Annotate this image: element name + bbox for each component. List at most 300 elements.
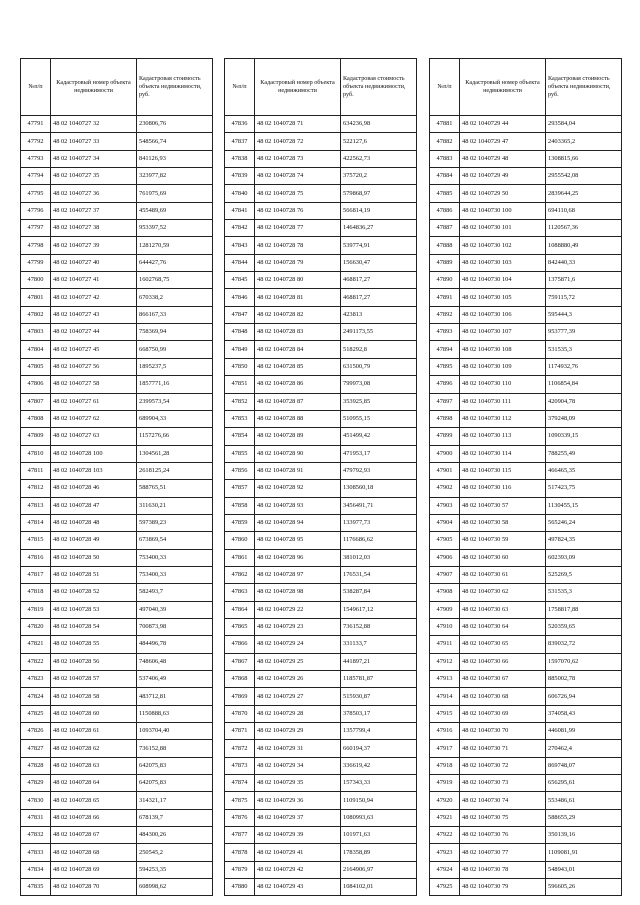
table-row xyxy=(430,462,622,479)
cadastral-number: 48 02 1040730 116 xyxy=(460,480,546,497)
cadastral-value: 446081,99 xyxy=(546,723,622,740)
cadastral-number: 48 02 1040729 49 xyxy=(460,168,546,185)
cadastral-value: 537406,49 xyxy=(137,671,213,688)
row-number: 47898 xyxy=(430,410,460,427)
cadastral-value: 841126,93 xyxy=(137,150,213,167)
cadastral-number: 48 02 1040728 83 xyxy=(255,324,341,341)
cadastral-number: 48 02 1040728 80 xyxy=(255,272,341,289)
table-row xyxy=(430,809,622,826)
cadastral-value: 634236,98 xyxy=(341,116,417,133)
cadastral-value: 484496,78 xyxy=(137,636,213,653)
cadastral-number: 48 02 1040728 72 xyxy=(255,133,341,150)
row-number: 47821 xyxy=(21,636,51,653)
row-number: 47862 xyxy=(225,566,255,583)
cadastral-number: 48 02 1040728 73 xyxy=(255,150,341,167)
cadastral-value: 483712,81 xyxy=(137,688,213,705)
cadastral-value: 596605,26 xyxy=(546,879,622,896)
cadastral-number: 48 02 1040728 49 xyxy=(51,532,137,549)
table-row xyxy=(21,705,213,722)
table-row xyxy=(21,272,213,289)
cadastral-number: 48 02 1040729 28 xyxy=(255,705,341,722)
table-row xyxy=(430,185,622,202)
row-number: 47885 xyxy=(430,185,460,202)
table-row xyxy=(225,653,417,670)
cadastral-value: 642075,83 xyxy=(137,775,213,792)
cadastral-value: 565246,24 xyxy=(546,514,622,531)
cadastral-number: 48 02 1040730 76 xyxy=(460,827,546,844)
row-number: 47913 xyxy=(430,671,460,688)
table-row xyxy=(21,202,213,219)
cadastral-value: 953777,39 xyxy=(546,324,622,341)
table-row xyxy=(21,740,213,757)
cadastral-value: 753400,33 xyxy=(137,549,213,566)
cadastral-value: 353925,85 xyxy=(341,393,417,410)
table-row xyxy=(21,792,213,809)
row-number: 47878 xyxy=(225,844,255,861)
table-row xyxy=(225,705,417,722)
table-row xyxy=(21,133,213,150)
cadastral-number: 48 02 1040727 36 xyxy=(51,185,137,202)
cadastral-value: 270462,4 xyxy=(546,740,622,757)
table-row xyxy=(21,341,213,358)
cadastral-value: 736152,88 xyxy=(137,740,213,757)
header-cadastral: Кадастровый номер объекта недвижимости xyxy=(255,59,341,116)
row-number: 47806 xyxy=(21,376,51,393)
cadastral-value: 311630,21 xyxy=(137,497,213,514)
row-number: 47895 xyxy=(430,358,460,375)
cadastral-value: 479792,93 xyxy=(341,462,417,479)
cadastral-number: 48 02 1040730 60 xyxy=(460,549,546,566)
table-row xyxy=(225,376,417,393)
table-row xyxy=(430,497,622,514)
cadastral-number: 48 02 1040728 52 xyxy=(51,584,137,601)
table-row xyxy=(225,393,417,410)
cadastral-value: 518292,8 xyxy=(341,341,417,358)
header-row xyxy=(21,59,213,116)
table-1 xyxy=(20,58,213,896)
cadastral-number: 48 02 1040728 92 xyxy=(255,480,341,497)
table-row xyxy=(21,237,213,254)
row-number: 47835 xyxy=(21,879,51,896)
row-number: 47845 xyxy=(225,272,255,289)
cadastral-number: 48 02 1040727 56 xyxy=(51,358,137,375)
row-number: 47874 xyxy=(225,775,255,792)
table-row xyxy=(430,272,622,289)
cadastral-value: 466465,35 xyxy=(546,462,622,479)
cadastral-value: 866167,33 xyxy=(137,306,213,323)
row-number: 47925 xyxy=(430,879,460,896)
row-number: 47815 xyxy=(21,532,51,549)
cadastral-value: 1464836,27 xyxy=(341,220,417,237)
table-row xyxy=(21,324,213,341)
cadastral-number: 48 02 1040730 69 xyxy=(460,705,546,722)
cadastral-number: 48 02 1040729 47 xyxy=(460,133,546,150)
cadastral-value: 250545,2 xyxy=(137,844,213,861)
row-number: 47922 xyxy=(430,827,460,844)
row-number: 47876 xyxy=(225,809,255,826)
cadastral-value: 2618125,24 xyxy=(137,462,213,479)
table-row xyxy=(430,879,622,896)
table-row xyxy=(430,289,622,306)
row-number: 47908 xyxy=(430,584,460,601)
cadastral-number: 48 02 1040727 43 xyxy=(51,306,137,323)
table-row xyxy=(21,636,213,653)
cadastral-value: 1080993,63 xyxy=(341,809,417,826)
row-number: 47888 xyxy=(430,237,460,254)
table-row xyxy=(430,324,622,341)
cadastral-number: 48 02 1040728 64 xyxy=(51,775,137,792)
cadastral-number: 48 02 1040727 63 xyxy=(51,428,137,445)
row-number: 47886 xyxy=(430,202,460,219)
table-row xyxy=(225,601,417,618)
table-2 xyxy=(224,58,417,896)
table-row xyxy=(430,133,622,150)
table-row xyxy=(430,566,622,583)
row-number: 47848 xyxy=(225,324,255,341)
cadastral-value: 378503,17 xyxy=(341,705,417,722)
cadastral-number: 48 02 1040729 25 xyxy=(255,653,341,670)
table-row xyxy=(21,393,213,410)
row-number: 47791 xyxy=(21,116,51,133)
cadastral-value: 455489,69 xyxy=(137,202,213,219)
table-row xyxy=(21,809,213,826)
cadastral-number: 48 02 1040729 35 xyxy=(255,775,341,792)
row-number: 47910 xyxy=(430,618,460,635)
cadastral-value: 678139,7 xyxy=(137,809,213,826)
cadastral-value: 2399573,54 xyxy=(137,393,213,410)
row-number: 47842 xyxy=(225,220,255,237)
row-number: 47912 xyxy=(430,653,460,670)
cadastral-number: 48 02 1040727 39 xyxy=(51,237,137,254)
row-number: 47800 xyxy=(21,272,51,289)
row-number: 47844 xyxy=(225,254,255,271)
table-row xyxy=(225,272,417,289)
row-number: 47837 xyxy=(225,133,255,150)
row-number: 47792 xyxy=(21,133,51,150)
cadastral-value: 314321,17 xyxy=(137,792,213,809)
cadastral-value: 595444,3 xyxy=(546,306,622,323)
cadastral-value: 1549617,12 xyxy=(341,601,417,618)
cadastral-value: 694110,68 xyxy=(546,202,622,219)
row-number: 47823 xyxy=(21,671,51,688)
cadastral-value: 484300,26 xyxy=(137,827,213,844)
cadastral-value: 468817,27 xyxy=(341,272,417,289)
cadastral-number: 48 02 1040728 55 xyxy=(51,636,137,653)
table-3 xyxy=(429,58,622,896)
table-row xyxy=(430,358,622,375)
row-number: 47799 xyxy=(21,254,51,271)
row-number: 47863 xyxy=(225,584,255,601)
cadastral-value: 1597070,62 xyxy=(546,653,622,670)
cadastral-number: 48 02 1040729 29 xyxy=(255,723,341,740)
row-number: 47914 xyxy=(430,688,460,705)
row-number: 47892 xyxy=(430,306,460,323)
table-row xyxy=(225,428,417,445)
cadastral-value: 608998,62 xyxy=(137,879,213,896)
table-row xyxy=(225,549,417,566)
row-number: 47846 xyxy=(225,289,255,306)
cadastral-number: 48 02 1040728 46 xyxy=(51,480,137,497)
row-number: 47807 xyxy=(21,393,51,410)
row-number: 47817 xyxy=(21,566,51,583)
cadastral-number: 48 02 1040730 110 xyxy=(460,376,546,393)
cadastral-number: 48 02 1040730 64 xyxy=(460,618,546,635)
table-row xyxy=(21,289,213,306)
row-number: 47802 xyxy=(21,306,51,323)
table-row xyxy=(430,514,622,531)
row-number: 47795 xyxy=(21,185,51,202)
cadastral-number: 48 02 1040729 27 xyxy=(255,688,341,705)
row-number: 47812 xyxy=(21,480,51,497)
cadastral-value: 1758817,88 xyxy=(546,601,622,618)
cadastral-value: 422562,73 xyxy=(341,150,417,167)
cadastral-number: 48 02 1040728 63 xyxy=(51,757,137,774)
table-row xyxy=(21,514,213,531)
cadastral-value: 2491173,55 xyxy=(341,324,417,341)
cadastral-value: 597389,23 xyxy=(137,514,213,531)
cadastral-number: 48 02 1040728 70 xyxy=(51,879,137,896)
row-number: 47920 xyxy=(430,792,460,809)
row-number: 47887 xyxy=(430,220,460,237)
table-row xyxy=(21,879,213,896)
row-number: 47869 xyxy=(225,688,255,705)
cadastral-value: 700873,98 xyxy=(137,618,213,635)
cadastral-value: 525269,5 xyxy=(546,566,622,583)
row-number: 47819 xyxy=(21,601,51,618)
table-row xyxy=(225,844,417,861)
table-row xyxy=(430,393,622,410)
row-number: 47824 xyxy=(21,688,51,705)
row-number: 47865 xyxy=(225,618,255,635)
cadastral-value: 1106854,84 xyxy=(546,376,622,393)
header-value: Кадастровая стоимость объекта недвижимости, руб. xyxy=(341,59,417,116)
table-row xyxy=(21,116,213,133)
row-number: 47911 xyxy=(430,636,460,653)
cadastral-number: 48 02 1040730 65 xyxy=(460,636,546,653)
table-row xyxy=(430,376,622,393)
table-row xyxy=(225,324,417,341)
table-row xyxy=(225,133,417,150)
cadastral-value: 579868,97 xyxy=(341,185,417,202)
row-number: 47793 xyxy=(21,150,51,167)
row-number: 47893 xyxy=(430,324,460,341)
cadastral-value: 660194,37 xyxy=(341,740,417,757)
row-number: 47872 xyxy=(225,740,255,757)
row-number: 47833 xyxy=(21,844,51,861)
row-number: 47905 xyxy=(430,532,460,549)
cadastral-value: 885002,78 xyxy=(546,671,622,688)
row-number: 47847 xyxy=(225,306,255,323)
cadastral-value: 553486,61 xyxy=(546,792,622,809)
cadastral-number: 48 02 1040729 48 xyxy=(460,150,546,167)
cadastral-number: 48 02 1040727 40 xyxy=(51,254,137,271)
cadastral-value: 582493,7 xyxy=(137,584,213,601)
cadastral-number: 48 02 1040728 76 xyxy=(255,202,341,219)
table-row xyxy=(225,618,417,635)
table-row xyxy=(430,254,622,271)
cadastral-number: 48 02 1040728 61 xyxy=(51,723,137,740)
row-number: 47881 xyxy=(430,116,460,133)
cadastral-number: 48 02 1040730 66 xyxy=(460,653,546,670)
table-row xyxy=(430,653,622,670)
row-number: 47856 xyxy=(225,462,255,479)
table-row xyxy=(225,220,417,237)
table-row xyxy=(21,549,213,566)
header-row xyxy=(225,59,417,116)
cadastral-number: 48 02 1040728 90 xyxy=(255,445,341,462)
row-number: 47816 xyxy=(21,549,51,566)
cadastral-number: 48 02 1040730 57 xyxy=(460,497,546,514)
row-number: 47828 xyxy=(21,757,51,774)
cadastral-value: 631500,79 xyxy=(341,358,417,375)
cadastral-number: 48 02 1040728 86 xyxy=(255,376,341,393)
cadastral-number: 48 02 1040728 47 xyxy=(51,497,137,514)
table-row xyxy=(225,861,417,878)
table-row xyxy=(225,237,417,254)
table-row xyxy=(21,861,213,878)
cadastral-value: 869748,07 xyxy=(546,757,622,774)
table-row xyxy=(21,844,213,861)
row-number: 47909 xyxy=(430,601,460,618)
cadastral-value: 423813 xyxy=(341,306,417,323)
cadastral-number: 48 02 1040730 100 xyxy=(460,202,546,219)
cadastral-number: 48 02 1040730 71 xyxy=(460,740,546,757)
table-row xyxy=(21,358,213,375)
cadastral-value: 497040,39 xyxy=(137,601,213,618)
table-row xyxy=(430,827,622,844)
cadastral-value: 1602768,75 xyxy=(137,272,213,289)
table-row xyxy=(225,116,417,133)
table-row xyxy=(225,809,417,826)
cadastral-number: 48 02 1040728 93 xyxy=(255,497,341,514)
row-number: 47894 xyxy=(430,341,460,358)
cadastral-value: 1857771,16 xyxy=(137,376,213,393)
row-number: 47867 xyxy=(225,653,255,670)
cadastral-number: 48 02 1040730 70 xyxy=(460,723,546,740)
row-number: 47870 xyxy=(225,705,255,722)
row-number: 47822 xyxy=(21,653,51,670)
row-number: 47840 xyxy=(225,185,255,202)
table-row xyxy=(430,480,622,497)
table-row xyxy=(430,584,622,601)
cadastral-number: 48 02 1040729 50 xyxy=(460,185,546,202)
cadastral-number: 48 02 1040728 96 xyxy=(255,549,341,566)
cadastral-value: 953397,52 xyxy=(137,220,213,237)
header-cadastral: Кадастровый номер объекта недвижимости xyxy=(51,59,137,116)
table-row xyxy=(430,168,622,185)
cadastral-value: 1185781,87 xyxy=(341,671,417,688)
row-number: 47880 xyxy=(225,879,255,896)
row-number: 47861 xyxy=(225,549,255,566)
row-number: 47814 xyxy=(21,514,51,531)
row-number: 47811 xyxy=(21,462,51,479)
table-row xyxy=(430,532,622,549)
table-row xyxy=(225,358,417,375)
cadastral-value: 517423,75 xyxy=(546,480,622,497)
cadastral-number: 48 02 1040728 66 xyxy=(51,809,137,826)
cadastral-value: 602393,09 xyxy=(546,549,622,566)
table-row xyxy=(21,601,213,618)
cadastral-value: 788255,49 xyxy=(546,445,622,462)
cadastral-value: 799973,08 xyxy=(341,376,417,393)
cadastral-value: 331133,7 xyxy=(341,636,417,653)
cadastral-value: 510955,15 xyxy=(341,410,417,427)
cadastral-number: 48 02 1040730 101 xyxy=(460,220,546,237)
table-row xyxy=(225,480,417,497)
row-number: 47906 xyxy=(430,549,460,566)
cadastral-number: 48 02 1040730 73 xyxy=(460,775,546,792)
cadastral-value: 606726,94 xyxy=(546,688,622,705)
cadastral-value: 642075,83 xyxy=(137,757,213,774)
cadastral-value: 1130455,15 xyxy=(546,497,622,514)
cadastral-value: 133977,73 xyxy=(341,514,417,531)
table-row xyxy=(21,150,213,167)
cadastral-number: 48 02 1040729 43 xyxy=(255,879,341,896)
cadastral-value: 381012,03 xyxy=(341,549,417,566)
cadastral-number: 48 02 1040729 26 xyxy=(255,671,341,688)
row-number: 47860 xyxy=(225,532,255,549)
row-number: 47838 xyxy=(225,150,255,167)
table-row xyxy=(430,341,622,358)
cadastral-value: 323977,82 xyxy=(137,168,213,185)
row-number: 47903 xyxy=(430,497,460,514)
cadastral-number: 48 02 1040730 109 xyxy=(460,358,546,375)
cadastral-value: 548943,01 xyxy=(546,861,622,878)
table-row xyxy=(430,428,622,445)
table-row xyxy=(430,618,622,635)
cadastral-number: 48 02 1040728 51 xyxy=(51,566,137,583)
cadastral-value: 2164906,97 xyxy=(341,861,417,878)
cadastral-number: 48 02 1040728 98 xyxy=(255,584,341,601)
row-number: 47796 xyxy=(21,202,51,219)
cadastral-number: 48 02 1040728 50 xyxy=(51,549,137,566)
row-number: 47850 xyxy=(225,358,255,375)
table-row xyxy=(430,410,622,427)
table-row xyxy=(225,306,417,323)
cadastral-number: 48 02 1040729 39 xyxy=(255,827,341,844)
header-value: Кадастровая стоимость объекта недвижимости, руб. xyxy=(546,59,622,116)
row-number: 47859 xyxy=(225,514,255,531)
cadastral-value: 1150888,63 xyxy=(137,705,213,722)
header-value: Кадастровая стоимость объекта недвижимости, руб. xyxy=(137,59,213,116)
cadastral-value: 374058,43 xyxy=(546,705,622,722)
cadastral-value: 1084102,01 xyxy=(341,879,417,896)
table-row xyxy=(225,168,417,185)
cadastral-number: 48 02 1040728 103 xyxy=(51,462,137,479)
table-row xyxy=(225,289,417,306)
cadastral-value: 1895237,5 xyxy=(137,358,213,375)
cadastral-number: 48 02 1040729 31 xyxy=(255,740,341,757)
row-number: 47857 xyxy=(225,480,255,497)
table-row xyxy=(225,757,417,774)
cadastral-number: 48 02 1040729 34 xyxy=(255,757,341,774)
row-number: 47855 xyxy=(225,445,255,462)
row-number: 47836 xyxy=(225,116,255,133)
row-number: 47832 xyxy=(21,827,51,844)
table-row xyxy=(225,879,417,896)
cadastral-value: 539774,91 xyxy=(341,237,417,254)
table-row xyxy=(225,150,417,167)
table-row xyxy=(21,757,213,774)
row-number: 47858 xyxy=(225,497,255,514)
cadastral-number: 48 02 1040730 77 xyxy=(460,844,546,861)
cadastral-number: 48 02 1040727 37 xyxy=(51,202,137,219)
table-row xyxy=(225,688,417,705)
cadastral-number: 48 02 1040728 71 xyxy=(255,116,341,133)
cadastral-number: 48 02 1040730 62 xyxy=(460,584,546,601)
cadastral-number: 48 02 1040728 62 xyxy=(51,740,137,757)
cadastral-number: 48 02 1040730 115 xyxy=(460,462,546,479)
